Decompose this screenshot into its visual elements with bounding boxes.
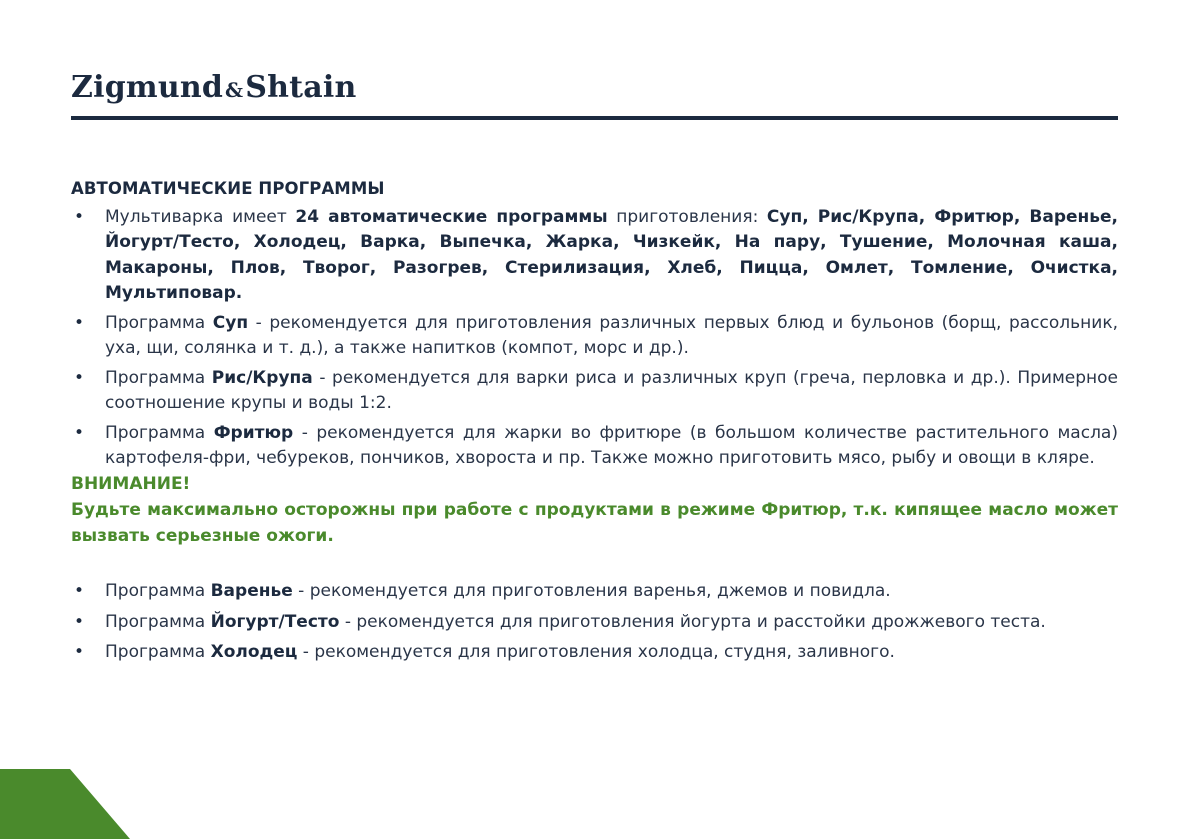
item-text: - рекомендуется для варки риса и различных круп (греча, перловка и др.). Примерное соотношение крупы и воды 1:2. bbox=[105, 367, 1118, 413]
item-bold: Рис/Крупа bbox=[211, 367, 313, 388]
item-bold: Суп, Рис/Крупа, Фритюр, Варенье, Йогурт/Тесто, Холодец, Варка, Выпечка, Жарка, Чизкейк, На пару, Тушение, Молочная каша, Макароны, Плов, Творог, Разогрев, Стерилизация, Хлеб, Пицца, Омлет, Томление, Очистка, Мультиповар. bbox=[105, 206, 1118, 303]
programs-list-continued bbox=[71, 579, 1118, 666]
item-text: - рекомендуется для жарки во фритюре (в большом количестве растительного масла) картофеля-фри, чебуреков, пончиков, хвороста и пр. Также можно приготовить мясо, рыбу и овощи в кляре. bbox=[105, 422, 1118, 468]
item-text: приготовления: bbox=[607, 206, 767, 227]
brand-ampersand: & bbox=[225, 78, 244, 102]
item-text: - рекомендуется для приготовления холодца, студня, заливного. bbox=[297, 642, 895, 662]
item-text: Программа bbox=[105, 312, 213, 333]
item-text: Программа bbox=[105, 367, 212, 388]
programs-list bbox=[71, 205, 1118, 472]
list-item bbox=[71, 640, 1118, 666]
brand-name-right: Shtain bbox=[245, 70, 357, 105]
item-text: Программа bbox=[105, 611, 211, 632]
list-item bbox=[71, 610, 1118, 636]
item-text: Программа bbox=[105, 422, 214, 443]
corner-decoration bbox=[0, 769, 130, 839]
item-text: Программа bbox=[105, 581, 211, 601]
item-text: - рекомендуется для приготовления варенья, джемов и повидла. bbox=[292, 581, 891, 601]
item-bold: 24 автоматические программы bbox=[295, 206, 608, 227]
list-item bbox=[71, 366, 1118, 417]
brand-logo bbox=[71, 66, 356, 112]
list-item bbox=[71, 421, 1118, 472]
section-title: АВТОМАТИЧЕСКИЕ ПРОГРАММЫ bbox=[71, 179, 385, 198]
list-item bbox=[71, 205, 1118, 307]
item-bold: Фритюр bbox=[213, 422, 294, 443]
brand-name-left: Zigmund bbox=[71, 70, 224, 105]
warning-text: Будьте максимально осторожны при работе с продуктами в режиме Фритюр, т.к. кипящее масло может вызвать серьезные ожоги. bbox=[71, 500, 1118, 546]
item-bold: Суп bbox=[212, 312, 249, 333]
item-text: - рекомендуется для приготовления йогурта и расстойки дрожжевого теста. bbox=[339, 611, 1046, 632]
list-item bbox=[71, 579, 1118, 605]
item-text: - рекомендуется для приготовления различных первых блюд и бульонов (борщ, рассольник, уха, щи, солянка и т. д.), а также напитков (компот, морс и др.). bbox=[105, 312, 1118, 358]
spacer bbox=[71, 549, 1118, 579]
header-divider bbox=[71, 116, 1118, 120]
list-item bbox=[71, 311, 1118, 362]
item-bold: Йогурт/Тесто bbox=[210, 611, 340, 632]
warning-title: ВНИМАНИЕ! bbox=[71, 473, 191, 494]
item-bold: Варенье bbox=[210, 581, 293, 601]
item-text: Мультиварка имеет bbox=[105, 206, 296, 227]
main-content bbox=[71, 176, 1118, 671]
item-bold: Холодец bbox=[210, 642, 298, 662]
item-text: Программа bbox=[105, 642, 211, 662]
